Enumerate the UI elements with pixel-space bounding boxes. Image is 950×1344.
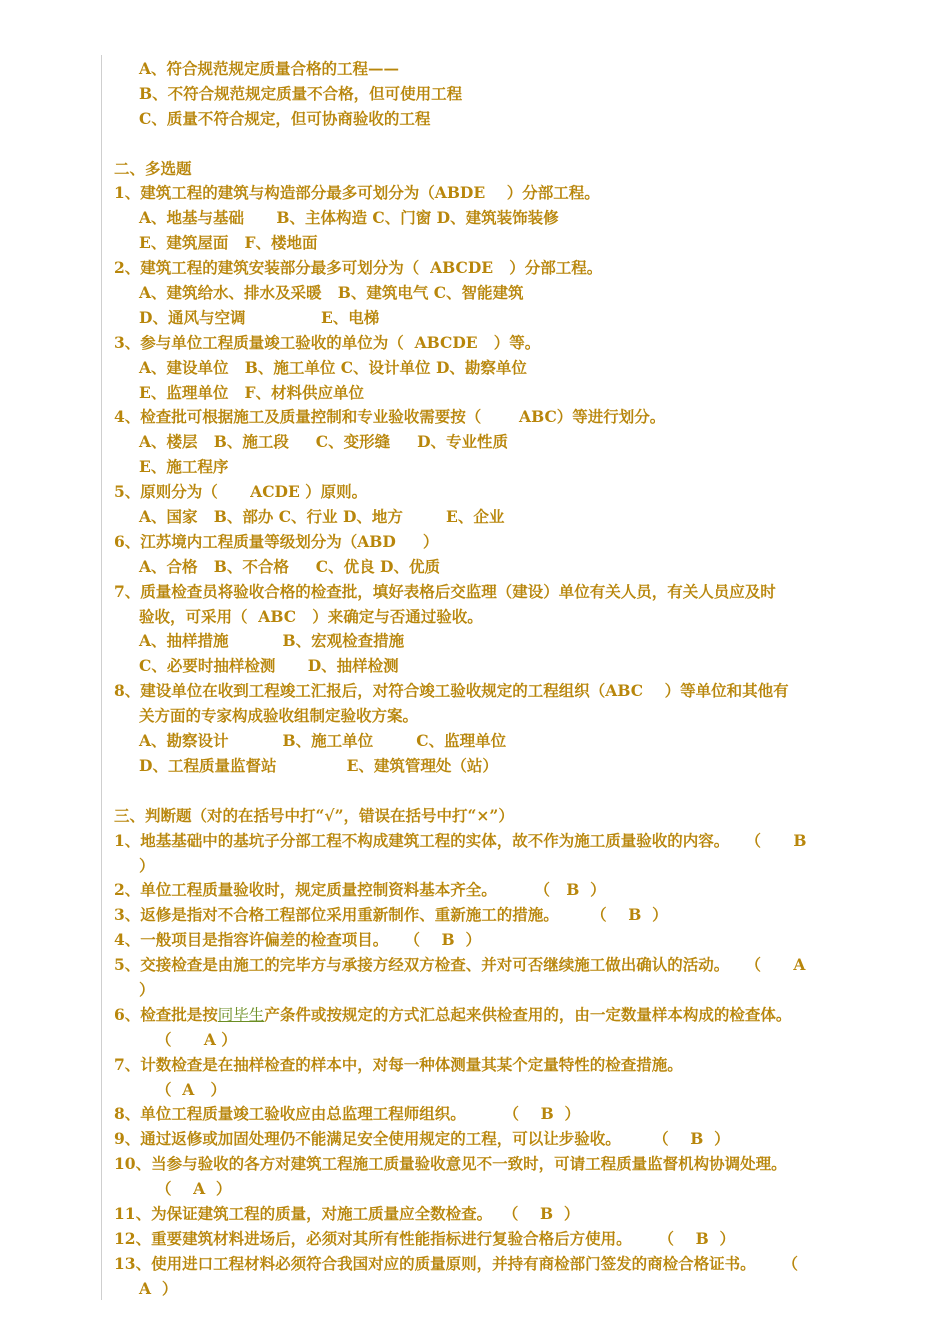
question-line: 9、通过返修或加固处理仍不能满足安全使用规定的工程，可以让步验收。 （ B ）	[114, 1129, 730, 1149]
question-line: 13、使用进口工程材料必须符合我国对应的质量原则，并持有商检部门签发的商检合格证书。 （	[114, 1253, 799, 1273]
section-heading-true-false: 三、判断题（对的在括号中打“√”，错误在括号中打“×”）	[114, 805, 514, 825]
question-line	[114, 1003, 844, 1028]
option-line: 验收，可采用（ ABC ）来确定与否通过验收。	[139, 606, 483, 626]
option-line: D、通风与空调 E、电梯	[139, 307, 380, 327]
question-line: ）	[139, 855, 155, 875]
question-text: 产条件或按规定的方式汇总起来供检查用的，由一定数量样本构成的检查体。	[264, 1004, 792, 1024]
option-line: E、监理单位 F、材料供应单位	[139, 382, 365, 402]
spacer	[114, 779, 844, 804]
option-line: A、地基与基础 B、主体构造 C、门窗 D、建筑装饰装修	[139, 208, 559, 228]
option-line: E、建筑屋面 F、楼地面	[139, 233, 318, 253]
option-line: A、楼层 B、施工段 C、变形缝 D、专业性质	[139, 432, 509, 452]
option-line: A、抽样措施 B、宏观检查措施	[139, 631, 405, 651]
option-line: D、工程质量监督站 E、建筑管理处（站）	[139, 755, 498, 775]
option-line: C、必要时抽样检测 D、抽样检测	[139, 656, 399, 676]
option-line: A、合格 B、不合格 C、优良 D、优质	[139, 556, 440, 576]
option-line: A、符合规范规定质量合格的工程——	[139, 59, 400, 78]
question-line: 11、为保证建筑工程的质量，对施工质量应全数检查。 （ B ）	[114, 1203, 580, 1223]
question-line: 6、江苏境内工程质量等级划分为（ABD ）	[114, 531, 439, 551]
question-line: 4、一般项目是指容许偏差的检查项目。 （ B ）	[114, 930, 481, 950]
answer-line: （ A ）	[156, 1079, 227, 1099]
question-line: 7、质量检查员将验收合格的检查批，填好表格后交监理（建设）单位有关人员，有关人员应及时	[114, 581, 776, 601]
question-line: 3、返修是指对不合格工程部位采用重新制作、重新施工的措施。 （ B ）	[114, 905, 668, 925]
question-line: 7、计数检查是在抽样检查的样本中，对每一种体测量其某个定量特性的检查措施。	[114, 1054, 683, 1074]
question-line: 8、单位工程质量竣工验收应由总监理工程师组织。 （ B ）	[114, 1104, 581, 1124]
question-line: 8、建设单位在收到工程竣工汇报后，对符合竣工验收规定的工程组织（ABC ）等单位和其他有	[114, 681, 789, 701]
option-line: B、不符合规范规定质量不合格，但可使用工程	[139, 83, 463, 103]
question-line: 10、当参与验收的各方对建筑工程施工质量验收意见不一致时，可请工程质量监督机构协调处理。	[114, 1154, 787, 1174]
question-line: 1、建筑工程的建筑与构造部分最多可划分为（ABDE ）分部工程。	[114, 183, 600, 203]
option-line: C、质量不符合规定，但可协商验收的工程	[139, 108, 431, 128]
spacer	[114, 132, 844, 157]
inline-link[interactable]: 同毕生	[217, 1005, 265, 1024]
option-line: E、施工程序	[139, 457, 229, 477]
multiple-choice-questions	[114, 181, 844, 778]
section-heading-multiple-choice: 二、多选题	[114, 158, 192, 178]
left-margin-rule	[101, 55, 102, 1300]
question-line: ）	[139, 979, 155, 999]
question-line: 1、地基基础中的基坑子分部工程不构成建筑工程的实体，故不作为施工质量验收的内容。 （ B	[114, 830, 807, 850]
answer-line: （ A ）	[156, 1179, 232, 1199]
option-line: 关方面的专家构成验收组制定验收方案。	[139, 706, 419, 726]
question-line: 2、建筑工程的建筑安装部分最多可划分为（ ABCDE ）分部工程。	[114, 258, 603, 278]
question-line: 4、检查批可根据施工及质量控制和专业验收需要按（ ABC）等进行划分。	[114, 407, 666, 427]
answer-line: A ）	[139, 1278, 178, 1298]
question-line: 3、参与单位工程质量竣工验收的单位为（ ABCDE ）等。	[114, 332, 541, 352]
option-line: A、建设单位 B、施工单位 C、设计单位 D、勘察单位	[139, 357, 527, 377]
question-line: 5、交接检查是由施工的完毕方与承接方经双方检查、并对可否继续施工做出确认的活动。 （ A	[114, 955, 806, 975]
answer-line: （ A ）	[156, 1029, 237, 1049]
question-line: 12、重要建筑材料进场后，必须对其所有性能指标进行复验合格后方使用。 （ B ）	[114, 1228, 736, 1248]
option-line: A、建筑给水、排水及采暖 B、建筑电气 C、智能建筑	[139, 283, 524, 303]
question-line: 5、原则分为（ ACDE ）原则。	[114, 482, 368, 502]
option-line: A、国家 B、部办 C、行业 D、地方 E、企业	[139, 507, 505, 527]
question-text: 6、检查批是按	[114, 1004, 218, 1024]
question-line: 2、单位工程质量验收时，规定质量控制资料基本齐全。 （ B ）	[114, 880, 606, 900]
document-page	[114, 57, 844, 1302]
option-line: A、勘察设计 B、施工单位 C、监理单位	[139, 731, 507, 751]
